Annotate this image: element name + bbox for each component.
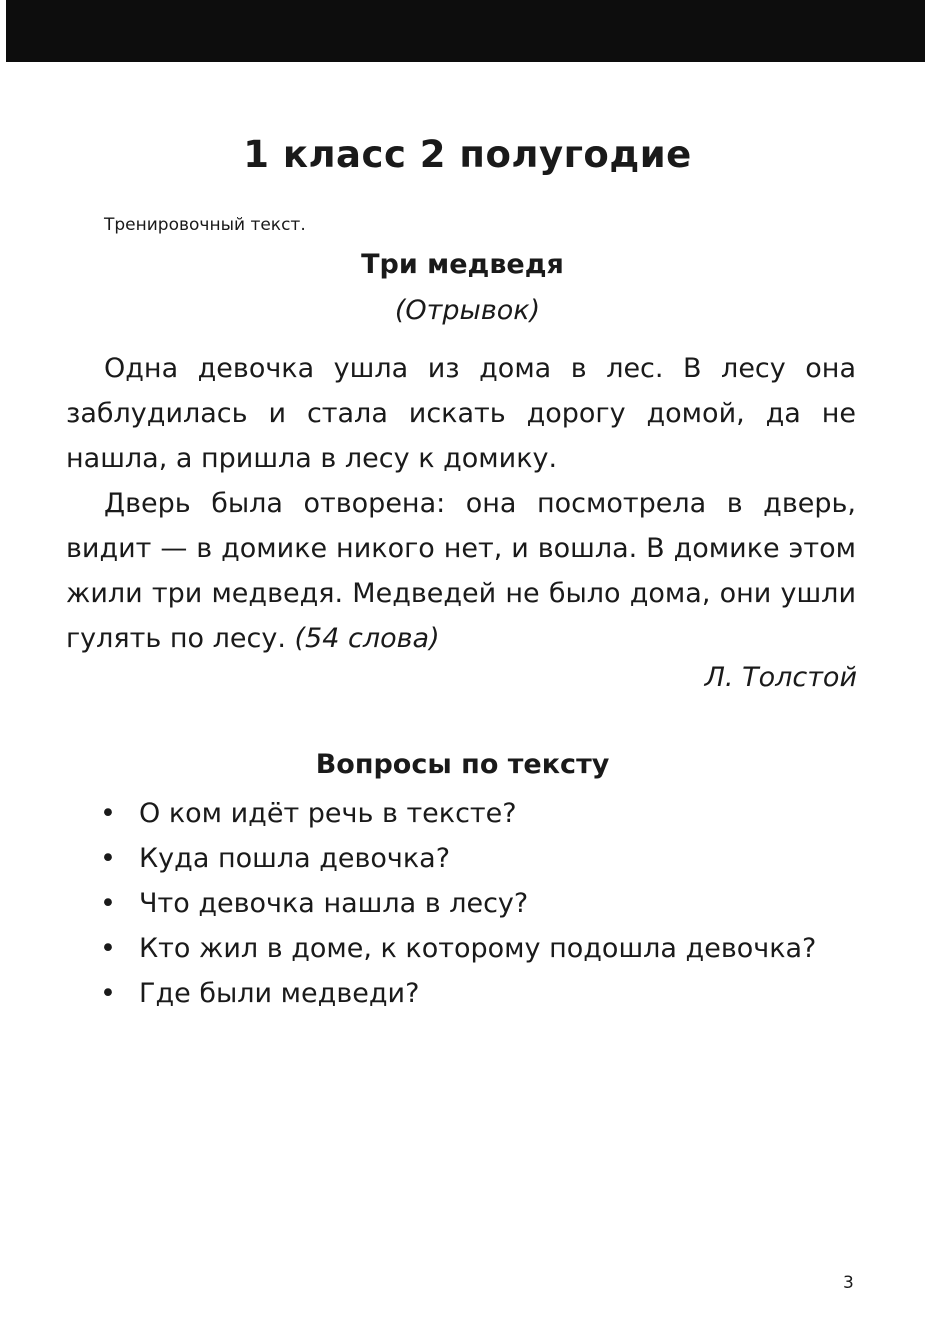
question-text: Что девочка нашла в лесу? bbox=[139, 888, 529, 919]
word-count: (54 слова) bbox=[294, 623, 440, 654]
question-text: О ком идёт речь в тексте? bbox=[139, 798, 517, 829]
story-title: Три медведя bbox=[361, 249, 564, 280]
header-bar bbox=[6, 0, 925, 62]
bullet-icon: • bbox=[100, 798, 116, 829]
story-text bbox=[66, 346, 856, 661]
story-paragraph-1: Одна девочка ушла из дома в лес. В лесу она заблудилась и стала искать дорогу домой, да не нашла, а пришла в лесу к домику. bbox=[66, 353, 856, 474]
question-item bbox=[98, 971, 856, 1016]
question-item bbox=[98, 881, 856, 926]
questions-list bbox=[98, 791, 856, 1016]
page-number: 3 bbox=[843, 1273, 854, 1293]
question-item bbox=[98, 926, 856, 971]
author: Л. Толстой bbox=[704, 662, 857, 693]
story-paragraph-2 bbox=[66, 481, 856, 661]
questions-title: Вопросы по тексту bbox=[315, 749, 610, 780]
question-text: Куда пошла девочка? bbox=[139, 843, 451, 874]
story-subtitle: (Отрывок) bbox=[394, 295, 541, 326]
bullet-icon: • bbox=[100, 843, 116, 874]
training-text-label: Тренировочный текст. bbox=[104, 215, 306, 235]
question-text: Кто жил в доме, к которому подошла девочка? bbox=[139, 933, 817, 964]
question-text: Где были медведи? bbox=[139, 978, 420, 1009]
bullet-icon: • bbox=[100, 978, 116, 1009]
page-title: 1 класс 2 полугодие bbox=[243, 133, 692, 176]
question-item bbox=[98, 791, 856, 836]
question-item bbox=[98, 836, 856, 881]
bullet-icon: • bbox=[100, 888, 116, 919]
story-paragraph-2-text: Дверь была отворена: она посмотрела в дверь, видит — в домике никого нет, и вошла. В домике этом жили три медведя. Медведей не было дома, они ушли гулять по лесу. bbox=[66, 488, 856, 654]
bullet-icon: • bbox=[100, 933, 116, 964]
